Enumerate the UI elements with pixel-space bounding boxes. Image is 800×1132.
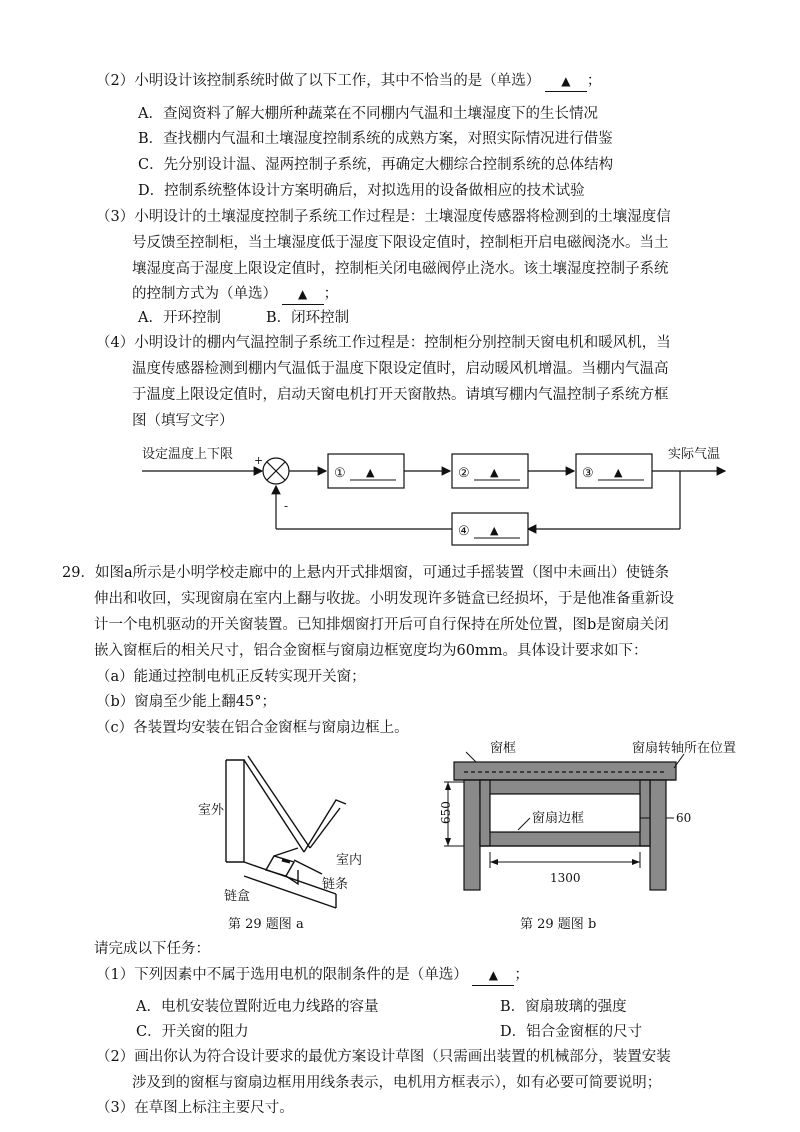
- block-box-3[interactable]: [576, 454, 652, 488]
- bd-minus: -: [284, 499, 289, 513]
- q28-2-option-c: C．先分别设计温、湿两控制子系统，再确定大棚综合控制系统的总体结构: [138, 157, 614, 173]
- svg-text:③: ③: [582, 466, 594, 481]
- svg-text:▲: ▲: [490, 524, 499, 537]
- q29-t1-option-d: D．铝合金窗框的尺寸: [500, 1024, 643, 1040]
- q28-3-line-2: 号反馈至控制柜，当土壤湿度低于湿度下限设定值时，控制柜开启电磁阀浇水。当土: [132, 235, 669, 251]
- figure-29a: [186, 752, 366, 934]
- q29-line-3: 计一个电机驱动的开关窗装置。已知排烟窗打开后可自行保持在所处位置，图b是窗扇关闭: [94, 617, 669, 633]
- q28-4-line-4: 图（填写文字）: [132, 413, 234, 429]
- q29-t2-line-1: （2）画出你认为符合设计要求的最优方案设计草图（只需画出装置的机械部分，装置安装: [96, 1049, 671, 1065]
- q29-t3: （3）在草图上标注主要尺寸。: [96, 1100, 294, 1116]
- fig-a-chain-label: 链条: [322, 877, 349, 892]
- block-box-1[interactable]: [328, 454, 404, 488]
- q29-t1-stem: （1）下列因素中不属于选用电机的限制条件的是（单选） ▲ ；: [96, 965, 529, 986]
- q28-2-option-b: B．查找棚内气温和土壤湿度控制系统的成熟方案，对照实际情况进行借鉴: [138, 131, 613, 147]
- control-block-diagram: [120, 436, 740, 546]
- fig-b-pivot-label: 窗扇转轴所在位置: [632, 741, 737, 756]
- q28-4-line-1: （4）小明设计的棚内气温控制子系统工作过程是：控制柜分别控制天窗电机和暖风机，当: [96, 335, 671, 351]
- q28-2-option-d: D．控制系统整体设计方案明确后，对拟选用的设备做相应的技术试验: [138, 183, 585, 199]
- fig-a-outside-label: 室外: [198, 803, 225, 818]
- q29-t1-answer-blank[interactable]: ▲: [472, 965, 514, 986]
- q29-t1-option-c: C．开关窗的阻力: [136, 1024, 249, 1040]
- q28-3-answer-blank[interactable]: ▲: [282, 284, 324, 305]
- q28-3-line-4: 的控制方式为（单选） ▲ ；: [132, 284, 338, 305]
- q28-2-stem-text: （2）小明设计该控制系统时做了以下工作，其中不恰当的是（单选）: [96, 73, 541, 89]
- bd-output-label: 实际气温: [668, 447, 721, 462]
- q29-tasks-intro: 请完成以下任务：: [94, 941, 210, 957]
- q28-4-line-2: 温度传感器检测到棚内气温低于温度下限设定值时，启动暖风机增温。当棚内气温高: [132, 361, 669, 377]
- q28-3-line-1: （3）小明设计的土壤湿度控制子系统工作过程是：土壤湿度传感器将检测到的土壤湿度信: [96, 209, 671, 225]
- fig-b-frame-label: 窗框: [490, 741, 517, 756]
- q28-3-option-a: A．开环控制: [138, 310, 221, 326]
- q29-line-4: 嵌入窗框后的相关尺寸，铝合金窗框与窗扇边框宽度均为60mm。具体设计要求如下：: [94, 643, 648, 659]
- q29-t2-line-2: 涉及到的窗框与窗扇边框用用线条表示，电机用方框表示），如有必要可简要说明；: [132, 1075, 662, 1091]
- fig-a-inside-label: 室内: [336, 853, 363, 868]
- block-box-4[interactable]: [452, 513, 528, 545]
- fig-a-caption: 第 29 题图 a: [228, 917, 304, 932]
- q28-3-option-b: B．闭环控制: [266, 310, 350, 326]
- svg-text:②: ②: [458, 466, 470, 481]
- bd-input-label: 设定温度上下限: [142, 447, 234, 462]
- q28-2-option-a: A．查阅资料了解大棚所种蔬菜在不同棚内气温和土壤湿度下的生长情况: [138, 106, 598, 122]
- q29-req-b: （b）窗扇至少能上翻45°；: [96, 694, 276, 710]
- q29-t1-option-b: B．窗扇玻璃的强度: [500, 999, 627, 1015]
- q29-req-c: （c）各装置均安装在铝合金窗框与窗扇边框上。: [96, 720, 409, 736]
- svg-text:▲: ▲: [614, 466, 623, 479]
- fig-a-chainbox-label: 链盒: [224, 889, 251, 904]
- q28-2-answer-blank[interactable]: ▲: [545, 71, 587, 92]
- q29-t1-option-a: A．电机安装位置附近电力线路的容量: [136, 999, 379, 1015]
- fig-b-sash-frame-label: 窗扇边框: [532, 811, 585, 826]
- q29-req-a: （a）能通过控制电机正反转实现开关窗；: [96, 669, 366, 685]
- q28-2-stem: （2）小明设计该控制系统时做了以下工作，其中不恰当的是（单选） ▲ ；: [96, 71, 601, 92]
- fig-b-dim-650: 650: [439, 801, 453, 824]
- q29-line-2: 伸出和收回，实现窗扇在室内上翻与收拢。小明发现许多链盒已经损坏，于是他准备重新设: [94, 591, 674, 607]
- fig-b-dim-1300: 1300: [550, 871, 581, 885]
- figure-29b: [436, 738, 776, 934]
- svg-text:①: ①: [334, 466, 346, 481]
- fig-b-caption: 第 29 题图 b: [520, 917, 597, 932]
- fig-b-dim-60: 60: [676, 811, 692, 825]
- svg-text:▲: ▲: [490, 466, 499, 479]
- q28-4-line-3: 于温度上限设定值时，启动天窗电机打开天窗散热。请填写棚内气温控制子系统方框: [132, 387, 669, 403]
- q29-line-1: 29．如图a所示是小明学校走廊中的上悬内开式排烟窗，可通过手摇装置（图中未画出）使链条: [62, 565, 670, 581]
- bd-plus: +: [254, 454, 264, 467]
- svg-text:▲: ▲: [366, 466, 375, 479]
- q28-3-line-3: 壤湿度高于湿度上限设定值时，控制柜关闭电磁阀停止浇水。该土壤湿度控制子系统: [132, 261, 669, 277]
- summing-junction: [263, 458, 289, 484]
- svg-text:④: ④: [458, 524, 470, 539]
- block-box-2[interactable]: [452, 454, 528, 488]
